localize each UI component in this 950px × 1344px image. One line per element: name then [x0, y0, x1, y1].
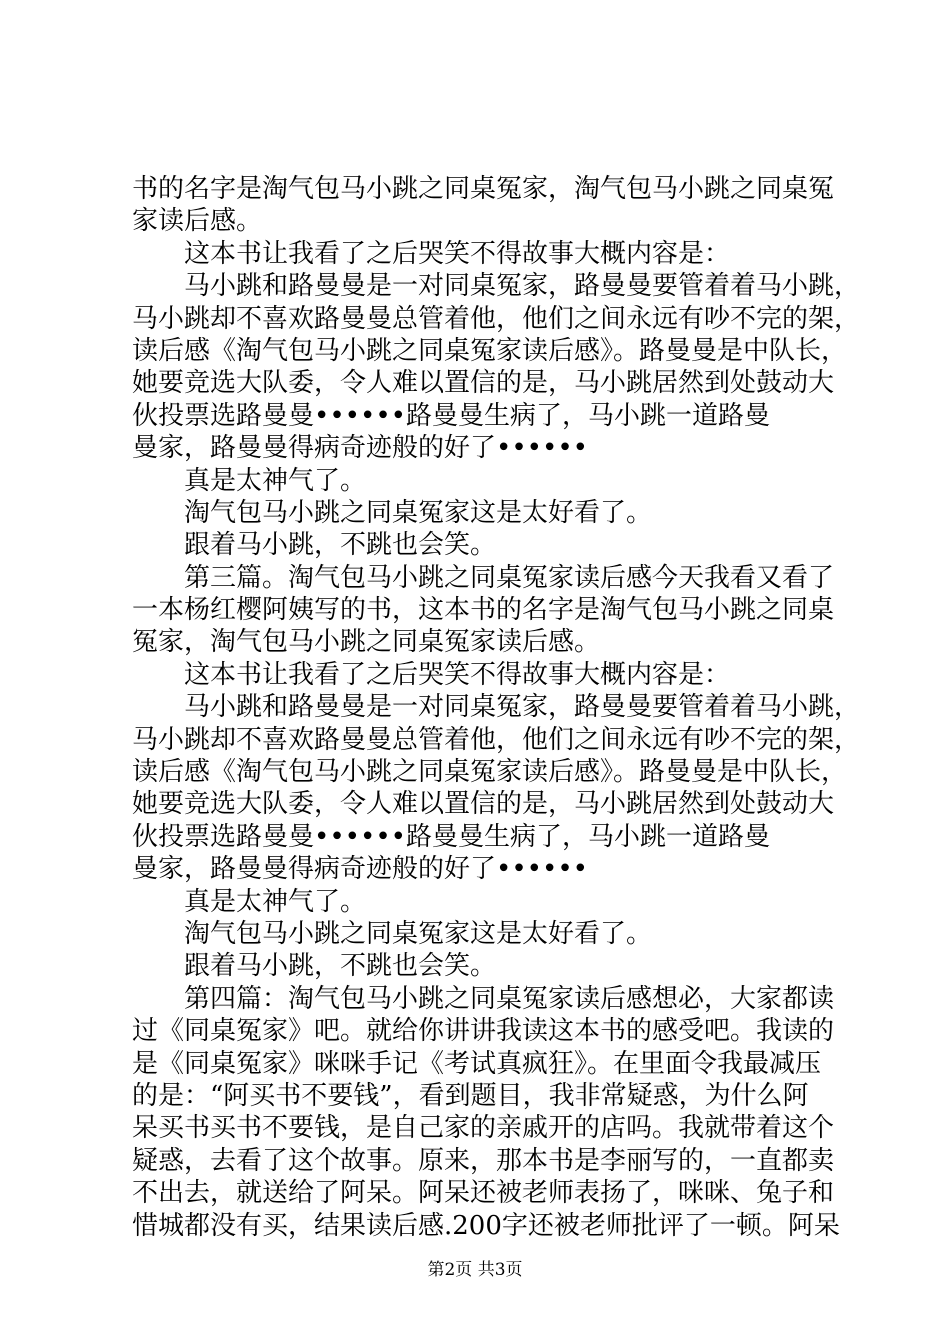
text-line: 疑惑，去看了这个故事。原来，那本书是李丽写的，一直都卖 [132, 1145, 835, 1176]
text-line: 读后感《淘气包马小跳之同桌冤家读后感》。路曼曼是中队长， [132, 757, 848, 788]
text-line: 书的名字是淘气包马小跳之同桌冤家，淘气包马小跳之同桌冤 [132, 174, 835, 204]
text-line: 马小跳和路曼曼是一对同桌冤家，路曼曼要管着着马小跳， [184, 271, 861, 302]
text-line: 跟着马小跳，不跳也会笑。 [184, 530, 497, 561]
page-number: 第2页 共3页 [427, 1260, 523, 1280]
text-line: 她要竞选大队委，令人难以置信的是，马小跳居然到处鼓动大 [132, 789, 835, 820]
text-line: 家读后感。 [132, 206, 263, 237]
text-line: 伙投票选路曼曼••••••路曼曼生病了，马小跳一道路曼 [132, 821, 771, 852]
text-line: 淘气包马小跳之同桌冤家这是太好看了。 [184, 497, 653, 528]
text-line: 淘气包马小跳之同桌冤家这是太好看了。 [184, 918, 653, 949]
text-line: 第三篇。淘气包马小跳之同桌冤家读后感今天我看又看了 [184, 562, 835, 593]
text-line: 马小跳却不喜欢路曼曼总管着他，他们之间永远有吵不完的架， [132, 303, 861, 334]
text-line: 读后感《淘气包马小跳之同桌冤家读后感》。路曼曼是中队长， [132, 335, 848, 366]
text-line: 跟着马小跳，不跳也会笑。 [184, 951, 497, 982]
page-footer [0, 1259, 950, 1281]
text-line: 马小跳却不喜欢路曼曼总管着他，他们之间永远有吵不完的架， [132, 724, 861, 755]
text-line: 曼家，路曼曼得病奇迹般的好了•••••• [132, 433, 589, 464]
text-line: 呆买书买书不要钱，是自己家的亲戚开的店吗。我就带着这个 [132, 1113, 835, 1144]
text-line: 一本杨红樱阿姨写的书，这本书的名字是淘气包马小跳之同桌 [132, 595, 835, 626]
text-line: 不出去，就送给了阿呆。阿呆还被老师表扬了，咪咪、兔子和 [132, 1178, 835, 1209]
text-line: 伙投票选路曼曼••••••路曼曼生病了，马小跳一道路曼 [132, 400, 771, 431]
document-body [132, 173, 861, 1242]
text-line: 第四篇：淘气包马小跳之同桌冤家读后感想必，大家都读 [184, 983, 835, 1014]
text-line: 这本书让我看了之后哭笑不得故事大概内容是： [184, 659, 731, 690]
text-line: 曼家，路曼曼得病奇迹般的好了•••••• [132, 854, 589, 885]
text-line: 过《同桌冤家》吧。就给你讲讲我读这本书的感受吧。我读的 [132, 1016, 835, 1047]
text-line: 这本书让我看了之后哭笑不得故事大概内容是： [184, 238, 731, 269]
text-line: 冤家，淘气包马小跳之同桌冤家读后感。 [132, 627, 601, 658]
text-line: 的是：“阿买书不要钱”，看到题目，我非常疑惑，为什么阿 [132, 1080, 809, 1111]
text-line: 惜城都没有买，结果读后感.200字还被老师批评了一顿。阿呆 [132, 1210, 840, 1241]
text-line: 马小跳和路曼曼是一对同桌冤家，路曼曼要管着着马小跳， [184, 692, 861, 723]
text-line: 是《同桌冤家》咪咪手记《考试真疯狂》。在里面令我最减压 [132, 1048, 822, 1079]
text-line: 真是太神气了。 [184, 886, 367, 917]
text-line: 她要竞选大队委，令人难以置信的是，马小跳居然到处鼓动大 [132, 368, 835, 399]
text-line: 真是太神气了。 [184, 465, 367, 496]
